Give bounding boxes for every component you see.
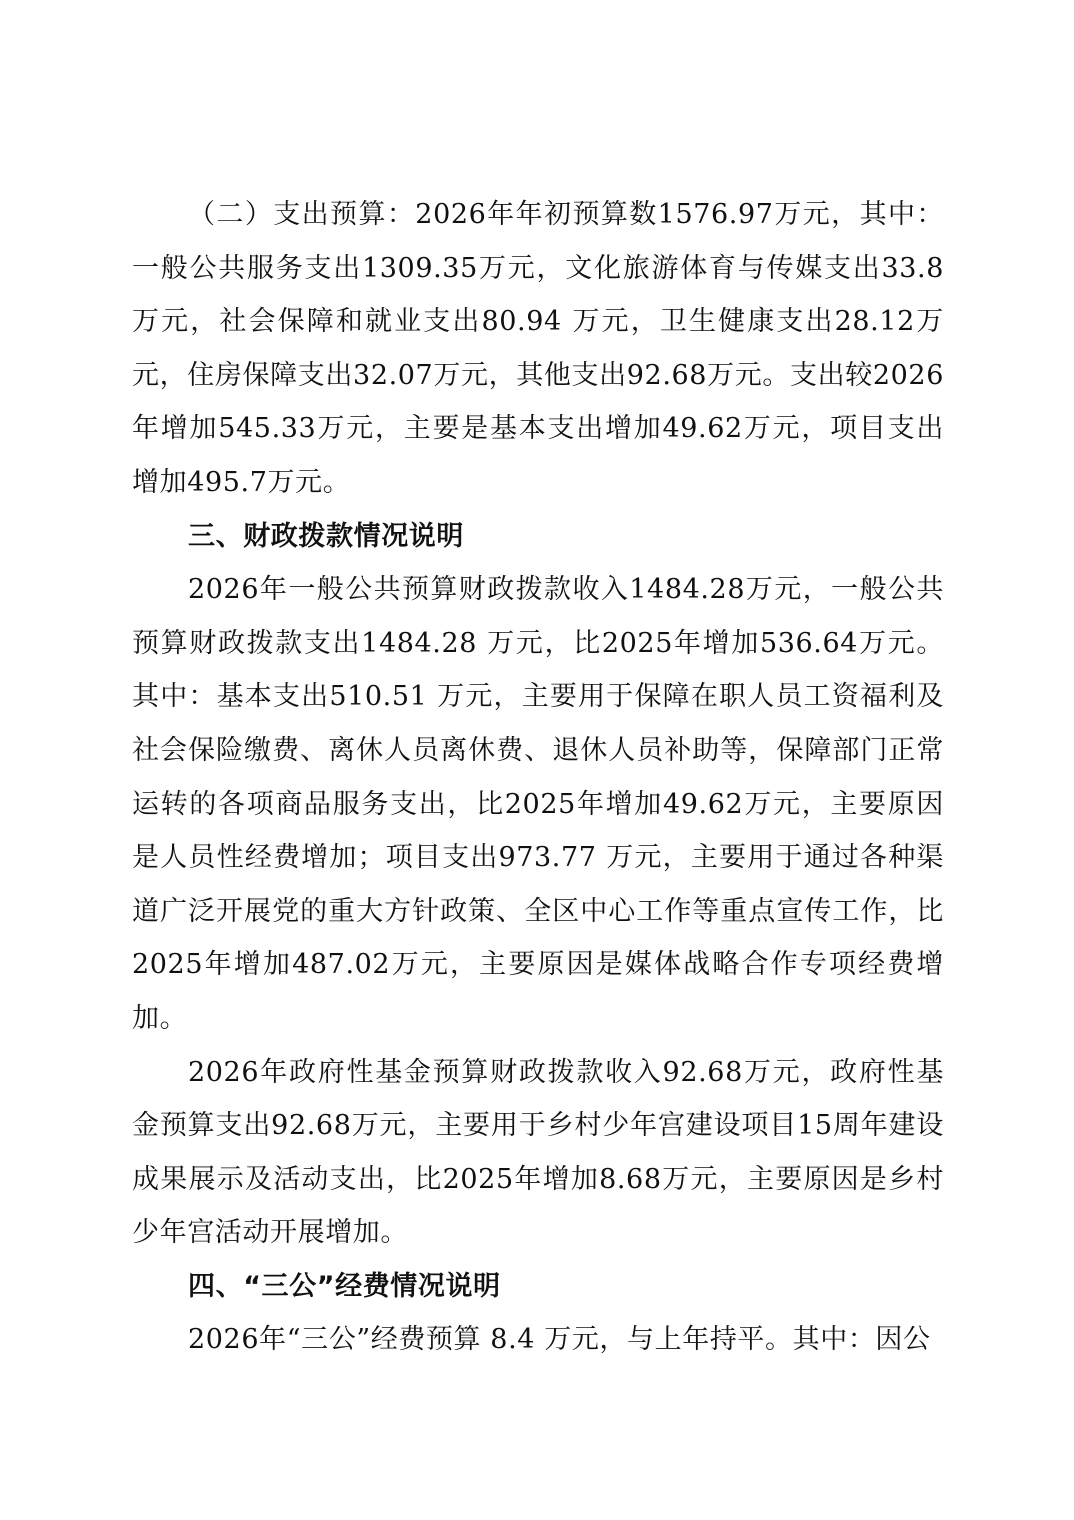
paragraph-general-public-budget: 2026年一般公共预算财政拨款收入1484.28万元，一般公共预算财政拨款支出1484.28 万元，比2025年增加536.64万元。其中：基本支出510.51 万元，主要用于保障在职人员工资福利及社会保险缴费、离休人员离休费、退休人员补助等，保障部门正常运转的各项商品服务支出，比2025年增加49.62万元，主要原因是人员性经费增加；项目支出973.77 万元，主要用于通过各种渠道广泛开展党的重大方针政策、全区中心工作等重点宣传工作，比2025年增加487.02万元，主要原因是媒体战略合作专项经费增加。	[132, 574, 944, 1034]
paragraph-expenditure-budget: （二）支出预算：2026年年初预算数1576.97万元，其中：一般公共服务支出1309.35万元，文化旅游体育与传媒支出33.8万元，社会保障和就业支出80.94 万元，卫生健康支出28.12万元，住房保障支出32.07万元，其他支出92.68万元。支出较2026年增加545.33万元，主要是基本支出增加49.62万元，项目支出增加495.7万元。	[132, 199, 944, 498]
heading-fiscal-appropriation: 三、财政拨款情况说明	[188, 520, 464, 552]
paragraph-three-public-expenses: 2026年“三公”经费预算 8.4 万元，与上年持平。其中：因公	[188, 1324, 931, 1356]
document-body	[132, 188, 944, 1367]
heading-three-public-expenses: 四、“三公”经费情况说明	[188, 1270, 501, 1302]
paragraph-government-fund-budget: 2026年政府性基金预算财政拨款收入92.68万元，政府性基金预算支出92.68万元，主要用于乡村少年宫建设项目15周年建设成果展示及活动支出，比2025年增加8.68万元，主要原因是乡村少年宫活动开展增加。	[132, 1056, 944, 1249]
